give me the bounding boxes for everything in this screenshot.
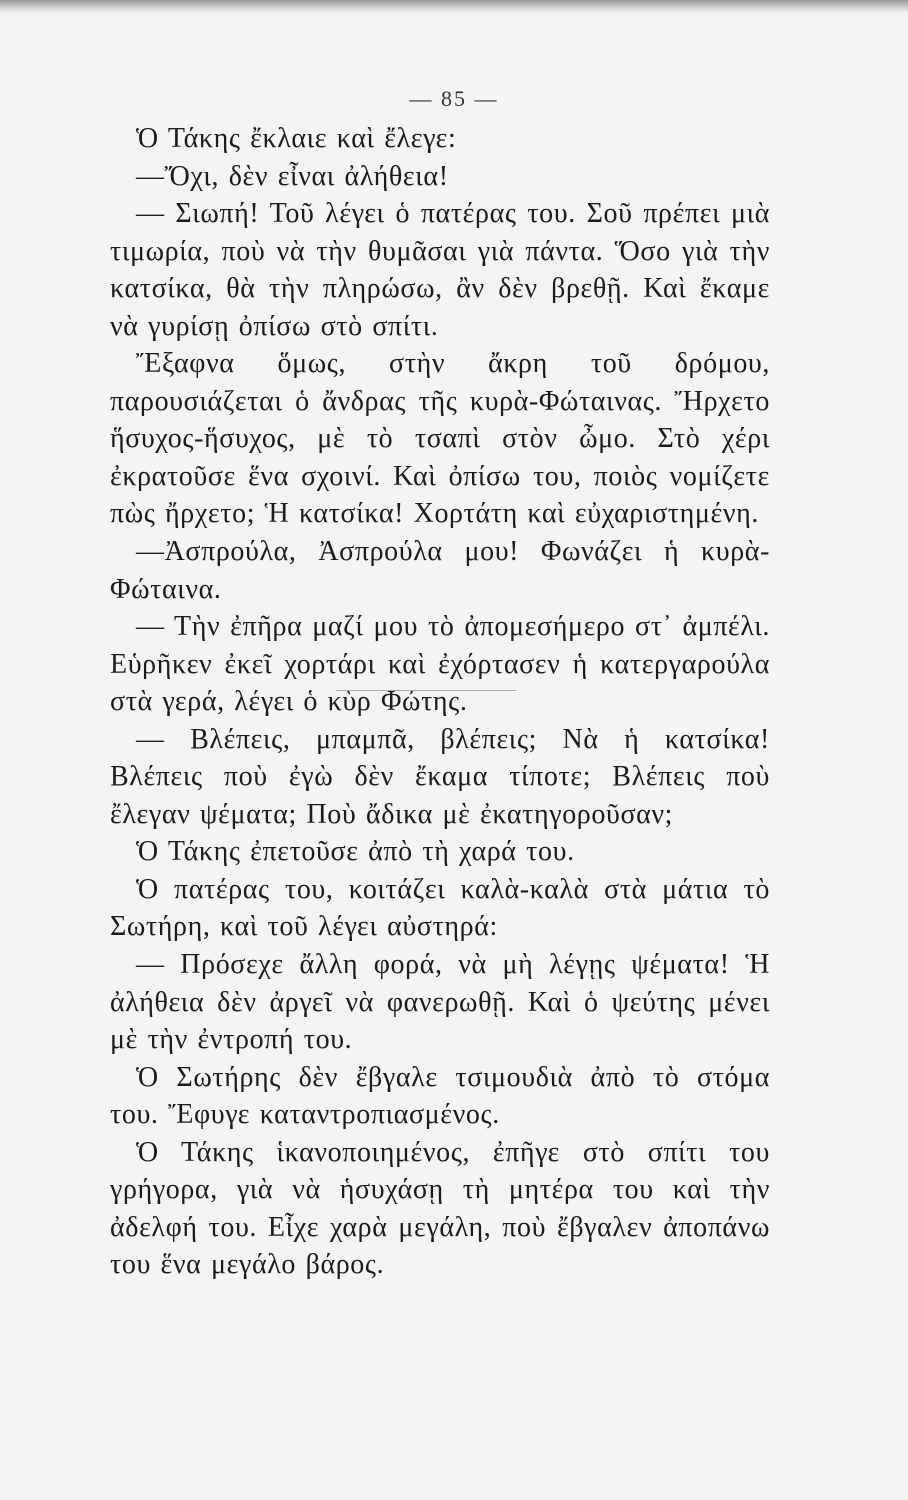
- paragraph: Ὁ Τάκης ἔκλαιε καὶ ἔλεγε:: [136, 123, 457, 154]
- paragraph: — Σιωπή! Τοῦ λέγει ὁ πατέρας του. Σοῦ πρέπει μιὰ τιμωρία, ποὺ νὰ τὴν θυμᾶσαι γιὰ πάντα. Ὅσο γιὰ τὴν κατσίκα, θὰ τὴν πληρώσω, ἂν δὲν βρεθῇ. Καὶ ἔκαμε νὰ γυρίσῃ ὀπίσω στὸ σπίτι.: [110, 198, 770, 342]
- paragraph: Ὁ Τάκης ἐπετοῦσε ἀπὸ τὴ χαρά του.: [136, 836, 575, 868]
- paragraph: — Πρόσεχε ἄλλη φορά, νὰ μὴ λέγῃς ψέματα! Ἡ ἀλήθεια δὲν ἀργεῖ νὰ φανερωθῇ. Καὶ ὁ ψεύτης μένει μὲ τὴν ἐντροπή του.: [110, 949, 770, 1056]
- paragraph: Ἔξαφνα ὅμως, στὴν ἄκρη τοῦ δρόμου, παρουσιάζεται ὁ ἄνδρας τῆς κυρὰ-Φώταινας. Ἤρχετο ἥσυχος-ἥσυχος, μὲ τὸ τσαπὶ στὸν ὦμο. Στὸ χέρι ἐκρατοῦσε ἕνα σχοινί. Καὶ ὀπίσω του, ποιὸς νομίζετε πὼς ἤρχετο; Ἡ κατσίκα! Χορτάτη καὶ εὐχαριστημένη.: [110, 348, 770, 530]
- paragraph: — Τὴν ἐπῆρα μαζί μου τὸ ἀπομεσήμερο στ᾽ ἀμπέλι. Εὑρῆκεν ἐκεῖ χορτάρι καὶ ἐχόρτασεν ἡ κατεργαρούλα στὰ γερά, λέγει ὁ κὺρ Φώτης.: [110, 611, 770, 718]
- page-top-edge: [0, 0, 908, 14]
- paragraph: Ὁ Σωτήρης δὲν ἔβγαλε τσιμουδιὰ ἀπὸ τὸ στόμα του. Ἔφυγε καταντροπιασμένος.: [110, 1061, 770, 1131]
- paragraph: Ὁ πατέρας του, κοιτάζει καλὰ-καλὰ στὰ μάτια τὸ Σωτήρη, καὶ τοῦ λέγει αὐστηρά:: [110, 873, 770, 943]
- text-body: [110, 120, 770, 1284]
- page-number: — 85 —: [409, 86, 499, 111]
- paragraph: Ὁ Τάκης ἱκανοποιημένος, ἐπῆγε στὸ σπίτι του γρήγορα, γιὰ νὰ ἡσυχάσῃ τὴ μητέρα του καὶ τὴν ἀδελφή του. Εἶχε χαρὰ μεγάλη, ποὺ ἔβγαλεν ἀποπάνω του ἕνα μεγάλο βάρος.: [110, 1136, 770, 1281]
- end-divider: [336, 690, 516, 691]
- paragraph: — Βλέπεις, μπαμπᾶ, βλέπεις; Νὰ ἡ κατσίκα! Βλέπεις ποὺ ἐγὼ δὲν ἔκαμα τίποτε; Βλέπεις ποὺ ἔλεγαν ψέματα; Ποὺ ἄδικα μὲ ἐκατηγοροῦσαν;: [110, 723, 770, 830]
- paragraph: —Ὄχι, δὲν εἶναι ἀλήθεια!: [136, 160, 449, 192]
- paragraph: —Ἀσπρούλα, Ἀσπρούλα μου! Φωνάζει ἡ κυρὰ-Φώταινα.: [110, 536, 770, 605]
